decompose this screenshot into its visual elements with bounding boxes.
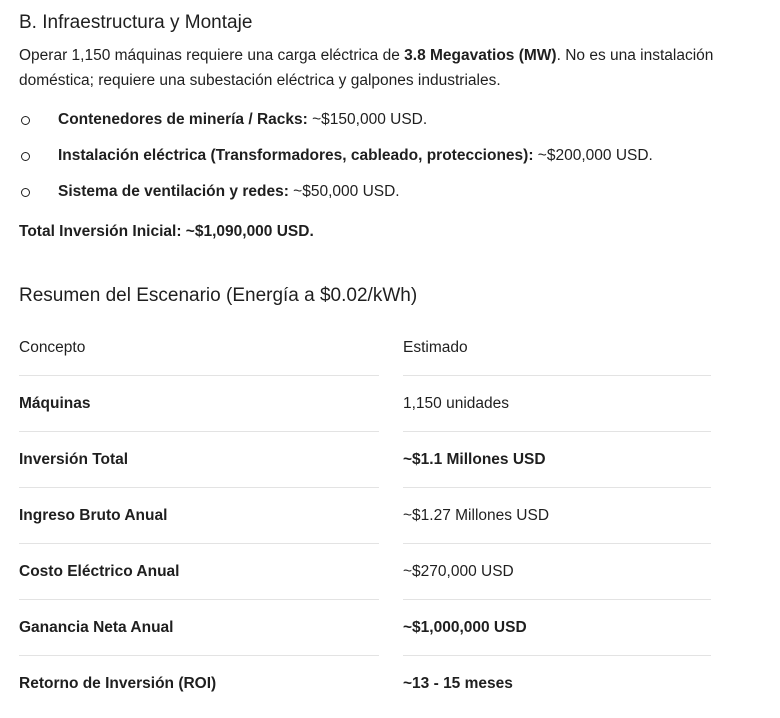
bullet-value: ~$50,000 USD. <box>288 183 400 200</box>
intro-text-pre: Operar 1,150 máquinas requiere una carga eléctrica de <box>19 47 405 64</box>
intro-text-post: . No es una instalación doméstica; requiere una subestación eléctrica y galpones industriales. <box>19 47 714 89</box>
list-item <box>19 108 764 144</box>
table-row <box>19 656 711 712</box>
row-concept: Máquinas <box>19 376 379 432</box>
summary-table <box>19 320 711 712</box>
list-item <box>19 144 764 180</box>
bullet-value: ~$150,000 USD. <box>307 111 428 128</box>
hollow-bullet-icon <box>21 188 30 197</box>
header-estimado: Estimado <box>403 320 711 376</box>
intro-paragraph <box>19 43 759 93</box>
row-concept: Ingreso Bruto Anual <box>19 488 379 544</box>
table-header-row <box>19 320 711 376</box>
bullet-label: Sistema de ventilación y redes: <box>58 183 289 200</box>
row-concept: Ganancia Neta Anual <box>19 600 379 656</box>
table-row <box>19 376 711 432</box>
row-estimate: ~13 - 15 meses <box>403 675 513 692</box>
bullet-label: Instalación eléctrica (Transformadores, cableado, protecciones): <box>58 147 534 164</box>
bullet-label: Contenedores de minería / Racks: <box>58 111 308 128</box>
table-row <box>19 432 711 488</box>
row-estimate: ~$1,000,000 USD <box>403 600 711 656</box>
row-estimate: ~$1.1 Millones USD <box>403 432 711 488</box>
row-concept: Retorno de Inversión (ROI) <box>19 675 217 692</box>
bullet-value: ~$200,000 USD. <box>533 147 653 164</box>
row-estimate: ~$1.27 Millones USD <box>403 488 711 544</box>
cost-bullet-list <box>19 108 764 216</box>
summary-title: Resumen del Escenario (Energía a $0.02/kWh) <box>19 285 418 306</box>
hollow-bullet-icon <box>21 116 30 125</box>
list-item <box>19 180 764 216</box>
table-row <box>19 544 711 600</box>
row-concept: Inversión Total <box>19 432 379 488</box>
table-row <box>19 600 711 656</box>
header-concepto: Concepto <box>19 320 379 376</box>
hollow-bullet-icon <box>21 152 30 161</box>
row-estimate: 1,150 unidades <box>403 376 711 432</box>
intro-text-bold: 3.8 Megavatios (MW) <box>404 47 557 64</box>
section-title: B. Infraestructura y Montaje <box>19 12 253 33</box>
table-row <box>19 488 711 544</box>
row-estimate: ~$270,000 USD <box>403 544 711 600</box>
total-investment: Total Inversión Inicial: ~$1,090,000 USD. <box>19 223 314 240</box>
row-concept: Costo Eléctrico Anual <box>19 544 379 600</box>
